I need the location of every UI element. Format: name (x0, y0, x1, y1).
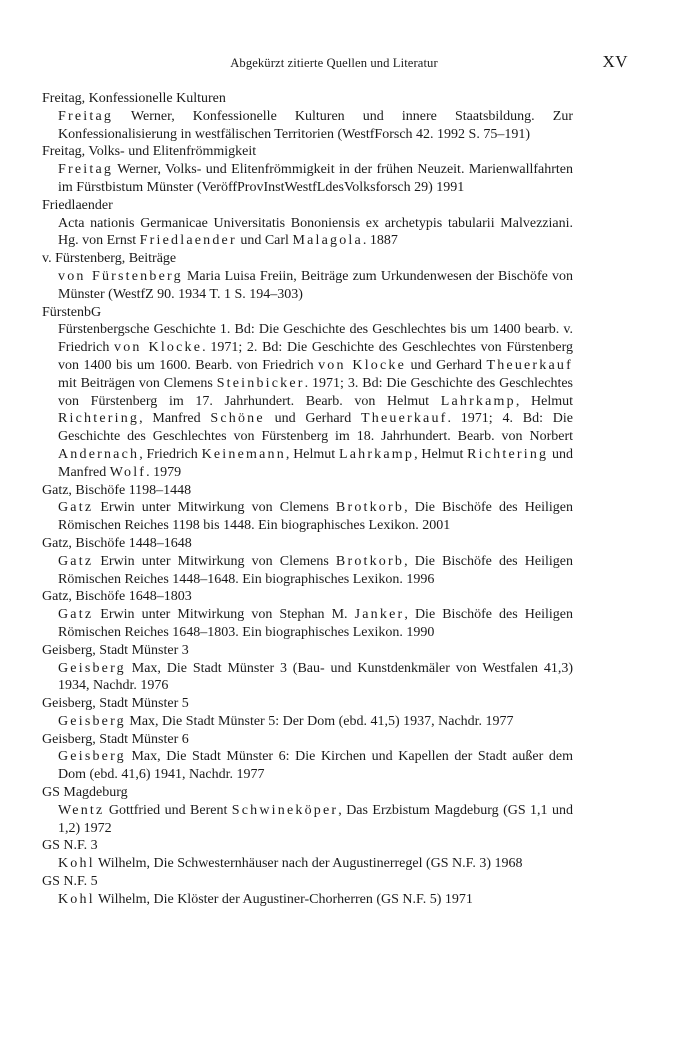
entry-full-citation (58, 606, 573, 642)
citation-text: , Helmut (285, 446, 339, 462)
citation-text: und Carl (236, 233, 293, 249)
entry-full-citation (58, 108, 573, 144)
entry-short-title: GS N.F. 5 (42, 874, 98, 890)
author-name: Gatz (58, 553, 94, 569)
bibliography-entry (42, 197, 573, 250)
entry-full-citation (58, 215, 573, 251)
entry-short-title: Geisberg, Stadt Münster 5 (42, 696, 189, 712)
entry-full-citation (58, 748, 573, 784)
author-name: Theuerkauf (361, 411, 448, 427)
citation-text: Maria Luisa Freiin, Beiträge zum Urkundenwesen der Bischöfe von Münster (WestfZ 90. 1934 T. 1 S. 194–303) (58, 268, 573, 302)
bibliography-entry (42, 731, 573, 784)
citation-text: Acta nationis Germanicae Universitatis Bononiensis ex archetypis tabularii Malvezziani. Hg. von Ernst (58, 215, 573, 249)
author-name: Friedlaender (139, 233, 237, 249)
author-name: Geisberg (58, 660, 126, 676)
entry-full-citation (58, 499, 573, 535)
bibliography-entry (42, 695, 573, 731)
citation-text: Wilhelm, Die Klöster der Augustiner-Chorherren (GS N.F. 5) 1971 (94, 891, 473, 907)
bibliography-entry (42, 642, 573, 695)
citation-text: , Helmut (515, 393, 573, 409)
author-name: Lahrkamp (338, 446, 415, 462)
author-name: Kohl (58, 856, 95, 872)
entry-full-citation (58, 321, 573, 481)
bibliography-list (42, 90, 573, 909)
entry-short-title: Gatz, Bischöfe 1448–1648 (42, 535, 192, 551)
entry-full-citation (58, 713, 573, 731)
bibliography-entry (42, 250, 573, 303)
bibliography-entry (42, 143, 573, 196)
author-name: Theuerkauf (486, 357, 573, 373)
bibliography-entry (42, 588, 573, 641)
entry-short-title: Friedlaender (42, 197, 113, 213)
running-title: Abgekürzt zitierte Quellen und Literatur (230, 56, 438, 70)
citation-text: , Die Bischöfe des Heiligen Römischen Reiches 1448–1648. Ein biographisches Lexikon. 1996 (58, 553, 573, 587)
citation-text: Werner, Volks- und Elitenfrömmigkeit in der frühen Neuzeit. Marienwallfahrten im Fürstbistum Münster (VeröffProvInstWestfLdesVolksforsch 29) 1991 (58, 162, 573, 195)
citation-text: Wilhelm, Die Schwesternhäuser nach der Augustinerregel (GS N.F. 3) 1968 (94, 856, 523, 872)
citation-text: und Gerhard (406, 357, 487, 373)
citation-text: Erwin unter Mitwirkung von Stephan M. (93, 607, 355, 623)
entry-short-title: FürstenbG (42, 304, 102, 320)
citation-text: Max, Die Stadt Münster 5: Der Dom (ebd. 41,5) 1937, Nachdr. 1977 (125, 713, 514, 729)
bibliography-entry (42, 482, 573, 535)
author-name: Geisberg (58, 713, 126, 729)
entry-full-citation (58, 660, 573, 696)
citation-text: und Manfred (58, 446, 573, 480)
bibliography-entry (42, 535, 573, 588)
citation-text: , Friedrich (139, 446, 202, 462)
author-name: Wolf (109, 464, 147, 480)
author-name: Gatz (58, 607, 94, 623)
citation-text: . 1971; 2. Bd: Die Geschichte des Geschlechtes von Fürstenberg von 1400 bis um 1600. Bearb. von Friedrich (58, 340, 573, 373)
entry-full-citation (58, 855, 573, 873)
entry-short-title: Geisberg, Stadt Münster 6 (42, 731, 189, 747)
author-name: von Klocke (318, 357, 407, 373)
author-name: Steinbicker (216, 375, 305, 391)
entry-short-title: Freitag, Volks- und Elitenfrömmigkeit (42, 144, 257, 160)
citation-text: , Manfred (139, 411, 211, 427)
bibliography-entry (42, 90, 573, 143)
running-header (40, 52, 628, 76)
citation-text: Max, Die Stadt Münster 3 (Bau- und Kunstdenkmäler von Westfalen 41,3) 1934, Nachdr. 1976 (58, 660, 573, 694)
author-name: von Fürstenberg (58, 268, 183, 284)
citation-text: . 1971; 4. Bd: Die Geschichte des Geschlechtes von Fürstenberg im 18. Jahrhundert. Bearb. von Norbert (58, 411, 573, 445)
citation-text: . 1979 (146, 464, 182, 480)
citation-text: Werner, Konfessionelle Kulturen und innere Staatsbildung. Zur Konfessionalisierung in westfälischen Territorien (WestfForsch 42. 1992 S. 75–191) (58, 108, 573, 142)
author-name: Schöne (210, 411, 265, 427)
author-name: Kohl (58, 891, 95, 907)
citation-text: , Die Bischöfe des Heiligen Römischen Reiches 1648–1803. Ein biographisches Lexikon. 1990 (58, 607, 573, 640)
entry-full-citation (58, 802, 573, 838)
entry-short-title: v. Fürstenberg, Beiträge (42, 251, 177, 267)
citation-text: und Gerhard (264, 411, 361, 427)
bibliography-entry (42, 784, 573, 837)
citation-text: Erwin unter Mitwirkung von Clemens (93, 500, 336, 516)
author-name: Freitag (58, 162, 114, 178)
citation-text: , Helmut (414, 446, 468, 462)
bibliography-entry (42, 837, 573, 873)
author-name: Freitag (58, 108, 114, 124)
page-number: XV (602, 52, 628, 71)
author-name: Brotkorb (335, 553, 405, 569)
author-name: Wentz (58, 802, 105, 818)
citation-text: Fürstenbergsche Geschichte 1. Bd: Die Geschichte des Geschlechtes bis um 1400 bearb. v. Friedrich (58, 322, 573, 356)
citation-text: Erwin unter Mitwirkung von Clemens (93, 553, 336, 569)
author-name: Keinemann (201, 446, 286, 462)
entry-full-citation (58, 553, 573, 589)
author-name: Gatz (58, 500, 94, 516)
citation-text: Max, Die Stadt Münster 6: Die Kirchen und Kapellen der Stadt außer dem Dom (ebd. 41,6) 1941, Nachdr. 1977 (58, 749, 573, 783)
citation-text: , Die Bischöfe des Heiligen Römischen Reiches 1198 bis 1448. Ein biographisches Lexikon. 2001 (58, 500, 573, 534)
author-name: Brotkorb (335, 500, 405, 516)
author-name: von Klocke (114, 340, 203, 356)
author-name: Malagola (292, 233, 363, 249)
author-name: Janker (354, 607, 405, 623)
entry-short-title: Freitag, Konfessionelle Kulturen (42, 91, 226, 106)
author-name: Geisberg (58, 749, 126, 765)
entry-short-title: Gatz, Bischöfe 1198–1448 (42, 482, 192, 498)
citation-text: , Das Erzbistum Magdeburg (GS 1,1 und 1,2) 1972 (58, 802, 573, 836)
author-name: Schwineköper (231, 802, 339, 818)
entry-short-title: GS Magdeburg (42, 785, 128, 801)
entry-full-citation (58, 268, 573, 304)
entry-full-citation (58, 891, 573, 909)
author-name: Andernach (58, 446, 140, 462)
bibliography-entry (42, 873, 573, 909)
entry-short-title: Geisberg, Stadt Münster 3 (42, 642, 189, 658)
author-name: Lahrkamp (440, 393, 516, 409)
citation-text: . 1887 (362, 233, 398, 249)
citation-text: mit Beiträgen von Clemens (58, 375, 217, 391)
entry-short-title: GS N.F. 3 (42, 838, 98, 854)
author-name: Richtering (58, 411, 140, 427)
entry-full-citation (58, 161, 573, 197)
citation-text: . 1971; 3. Bd: Die Geschichte des Geschlechtes von Fürstenberg im 17. Jahrhundert. Bearb. von Helmut (58, 375, 573, 409)
citation-text: Gottfried und Berent (104, 802, 232, 818)
entry-short-title: Gatz, Bischöfe 1648–1803 (42, 589, 192, 605)
bibliography-entry (42, 304, 573, 482)
author-name: Richtering (467, 446, 549, 462)
